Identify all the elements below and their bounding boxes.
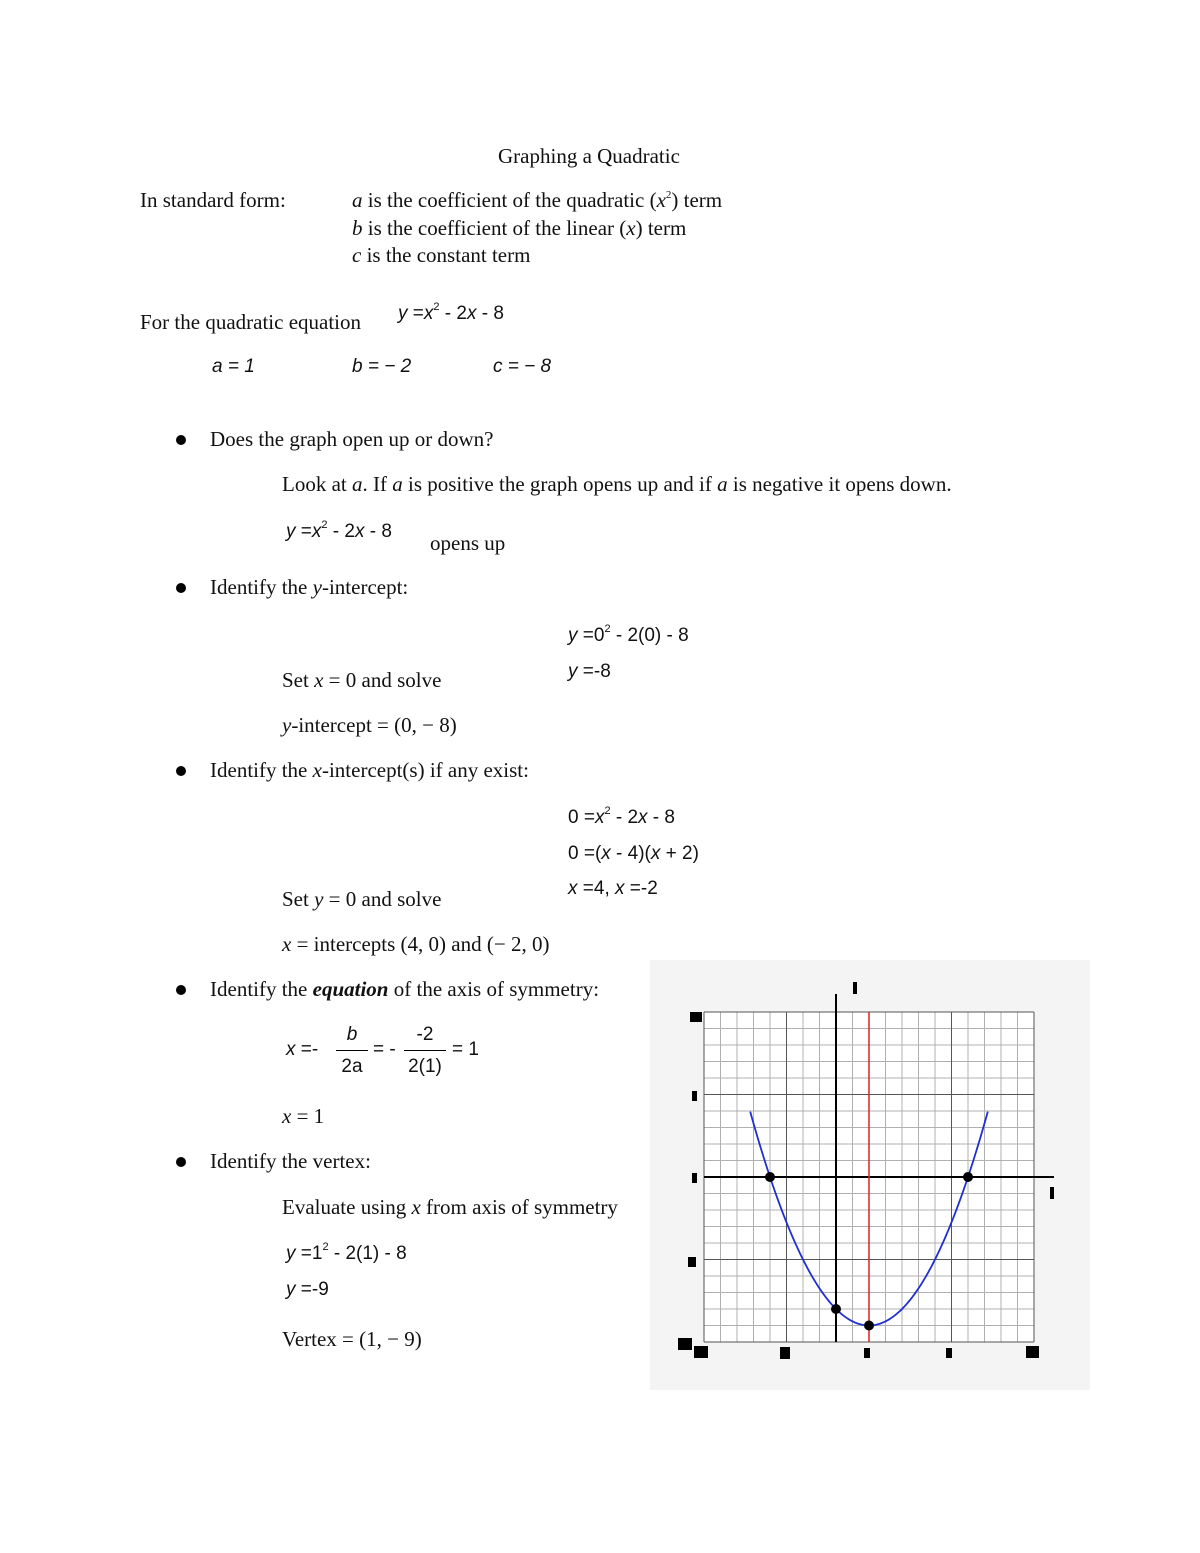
step5-question: Identify the vertex: (210, 1149, 371, 1173)
coefficient-b: b = − 2 (352, 356, 412, 377)
step1-question: Does the graph open up or down? (210, 427, 494, 451)
standard-form-label: In standard form: (140, 188, 286, 212)
axis-tick-mark (678, 1338, 692, 1350)
step3-work-line2: 0 =(x - 4)(x + 2) (568, 843, 699, 864)
axis-tick-mark (692, 1173, 697, 1183)
a-definition: a is the coefficient of the quadratic $(x^2)$ term (352, 188, 723, 212)
coefficient-c: c = − 8 (493, 356, 552, 377)
axis-tick-mark (690, 1012, 702, 1022)
main-equation: $y =x^2 - 2x - 8$ (398, 301, 504, 324)
c-definition: c is the constant term (352, 243, 531, 267)
step2-instruction: Set x = 0 and solve (282, 668, 442, 692)
axis-tick-mark (864, 1348, 870, 1358)
step5-result: Vertex = (1, − 9) (282, 1327, 422, 1351)
bullet-1 (176, 435, 186, 445)
step5-work-line2: y =-9 (286, 1279, 329, 1300)
step5-work-line1: $y =1^2 - 2(1) - 8$ (286, 1241, 407, 1264)
step1-result: opens up (430, 531, 506, 555)
axis-tick-mark (780, 1347, 790, 1359)
formula-mid: = - (373, 1039, 396, 1060)
step5-instruction: Evaluate using x from axis of symmetry (282, 1195, 618, 1219)
marked-point (831, 1304, 841, 1314)
formula-rhs: = 1 (452, 1039, 479, 1060)
fraction-b-over-2a: b 2a (336, 1025, 368, 1076)
bullet-4 (176, 985, 186, 995)
axis-tick-mark (1050, 1187, 1054, 1199)
step3-question: Identify the x-intercept(s) if any exist: (210, 758, 529, 782)
bullet-2 (176, 583, 186, 593)
fraction-neg2-over-2-1: -2 2(1) (404, 1025, 446, 1076)
bullet-3 (176, 766, 186, 776)
step1-explanation: Look at a. If a is positive the graph opens up and if a is negative it opens down. (282, 472, 952, 496)
axis-tick-mark (688, 1257, 696, 1267)
axis-tick-mark (853, 982, 857, 994)
step3-work-line1: $0 =x^2 - 2x - 8$ (568, 805, 675, 828)
axis-tick-mark (694, 1346, 708, 1358)
axis-tick-mark (946, 1348, 952, 1358)
step2-question: Identify the y-intercept: (210, 575, 409, 599)
parabola-graph (650, 960, 1090, 1390)
step2-work-line1: $y =0^2 - 2(0) - 8$ (568, 623, 689, 646)
marked-point (864, 1321, 874, 1331)
step2-result: y-intercept = (0, − 8) (282, 713, 457, 737)
axis-tick-mark (1026, 1346, 1039, 1358)
page-title: Graphing a Quadratic (498, 144, 680, 168)
step3-result: x = intercepts (4, 0) and (− 2, 0) (282, 932, 550, 956)
step3-work-line3: x =4, x =-2 (568, 878, 658, 899)
step4-result: x = 1 (282, 1104, 325, 1128)
step1-equation: $y =x^2 - 2x - 8$ (286, 519, 392, 542)
formula-lhs: x =- (286, 1039, 319, 1060)
marked-point (963, 1172, 973, 1182)
coefficient-a: a = 1 (212, 356, 255, 377)
step4-question: Identify the equation of the axis of symmetry: (210, 977, 600, 1001)
bullet-5 (176, 1157, 186, 1167)
step3-instruction: Set y = 0 and solve (282, 887, 442, 911)
b-definition: b is the coefficient of the linear (x) term (352, 216, 687, 240)
axis-tick-mark (692, 1091, 697, 1101)
step2-work-line2: y =-8 (568, 661, 611, 682)
marked-point (765, 1172, 775, 1182)
equation-intro: For the quadratic equation (140, 310, 362, 334)
